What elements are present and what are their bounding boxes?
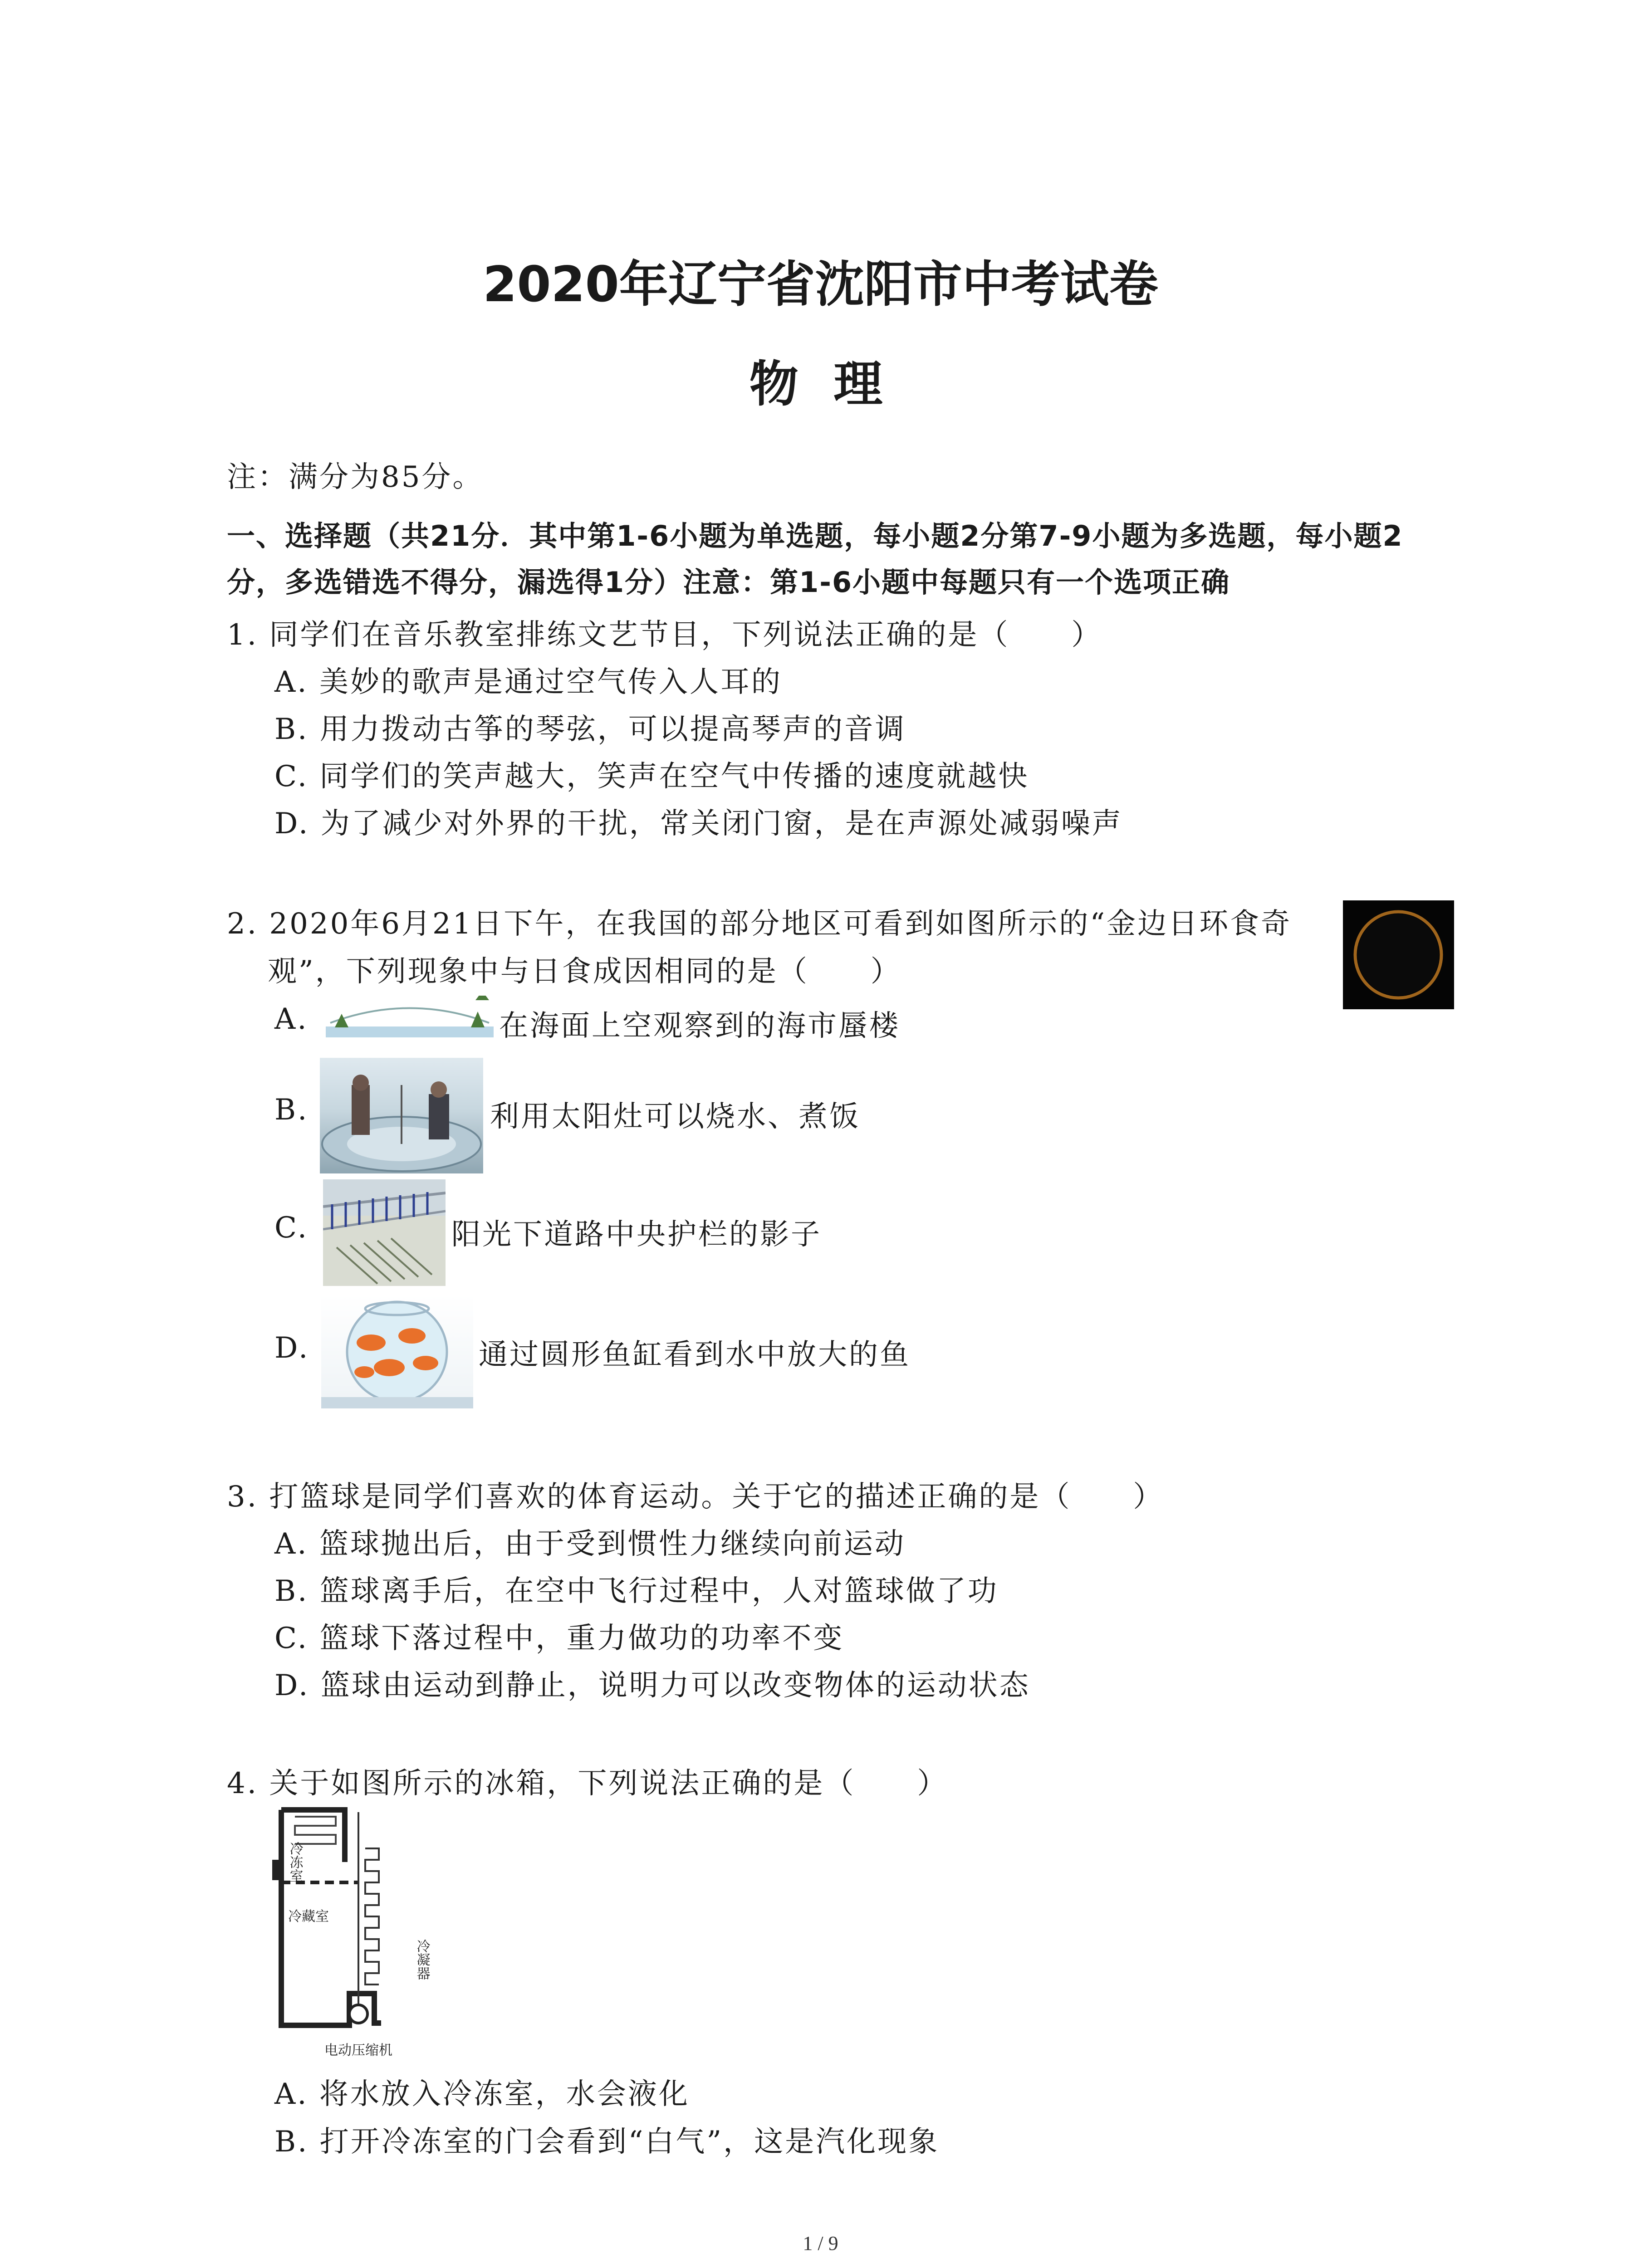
question-2-option-c-label: C. — [274, 1211, 309, 1245]
freezer-label: 冷冻室 — [287, 1842, 303, 1882]
question-2-stem-line2: 观”，下列现象中与日食成因相同的是（ ） — [268, 955, 901, 988]
question-3-option-d: D. 篮球由运动到静止，说明力可以改变物体的运动状态 — [274, 1669, 1030, 1702]
question-1-option-b: B. 用力拨动古筝的琴弦，可以提高琴声的音调 — [274, 713, 906, 746]
compressor-label: 电动压缩机 — [324, 2043, 392, 2058]
question-3-stem: 3. 打篮球是同学们喜欢的体育运动。关于它的描述正确的是（ ） — [227, 1480, 1164, 1514]
guardrail-shadow-photo — [323, 1179, 446, 1286]
question-2-option-d-label: D. — [274, 1331, 310, 1365]
solar-cooker-photo — [320, 1058, 483, 1173]
question-4-option-b: B. 打开冷冻室的门会看到“白气”，这是汽化现象 — [274, 2125, 940, 2159]
question-2-stem-line1: 2. 2020年6月21日下午，在我国的部分地区可看到如图所示的“金边日环食奇 — [227, 907, 1292, 941]
question-1-stem: 1. 同学们在音乐教室排练文艺节目，下列说法正确的是（ ） — [227, 618, 1102, 652]
fish-bowl-illustration — [321, 1295, 473, 1408]
refrigerator-diagram — [268, 1803, 458, 2062]
page-number: 1 / 9 — [803, 2232, 838, 2254]
question-2-option-a-text: 在海面上空观察到的海市蜃楼 — [499, 1009, 900, 1043]
question-3-option-c: C. 篮球下落过程中，重力做功的功率不变 — [274, 1622, 844, 1655]
question-4-option-a: A. 将水放入冷冻室，水会液化 — [274, 2077, 690, 2111]
section-heading-line2: 分，多选错选不得分，漏选得1分）注意：第1-6小题中每题只有一个选项正确 — [227, 566, 1230, 599]
section-heading-line1: 一、选择题（共21分．其中第1-6小题为单选题，每小题2分第7-9小题为多选题，每小题2 — [227, 519, 1403, 552]
score-note: 注：满分为85分。 — [227, 460, 484, 494]
question-2-option-b-text: 利用太阳灶可以烧水、煮饭 — [490, 1100, 860, 1134]
condenser-label: 冷凝器 — [414, 1939, 430, 1980]
eclipse-ring-icon — [1343, 900, 1454, 1009]
solar-eclipse-image — [1343, 900, 1454, 1009]
guardrail-illustration — [323, 1179, 446, 1286]
question-2-option-a-label: A. — [274, 1002, 309, 1036]
question-3-option-a: A. 篮球抛出后，由于受到惯性力继续向前运动 — [274, 1527, 906, 1561]
mirage-diagram-image — [326, 996, 494, 1041]
mirage-diagram — [326, 996, 494, 1041]
solar-cooker-illustration — [320, 1058, 483, 1173]
fish-bowl-photo — [321, 1295, 473, 1408]
question-1-option-a: A. 美妙的歌声是通过空气传入人耳的 — [274, 665, 782, 699]
question-2-option-c-text: 阳光下道路中央护栏的影子 — [451, 1218, 822, 1251]
subject-title: 物 理 — [749, 356, 892, 413]
refrigerator-schematic — [268, 1803, 458, 2062]
question-3-option-b: B. 篮球离手后，在空中飞行过程中，人对篮球做了功 — [274, 1574, 999, 1608]
fridge-label: 冷藏室 — [288, 1909, 329, 1925]
question-2-option-b-label: B. — [274, 1093, 309, 1127]
question-1-option-d: D. 为了减少对外界的干扰，常关闭门窗，是在声源处减弱噪声 — [274, 807, 1123, 841]
question-4-stem: 4. 关于如图所示的冰箱，下列说法正确的是（ ） — [227, 1767, 948, 1800]
question-2-option-d-text: 通过圆形鱼缸看到水中放大的鱼 — [479, 1338, 911, 1372]
question-1-option-c: C. 同学们的笑声越大，笑声在空气中传播的速度就越快 — [274, 760, 1029, 793]
page-title: 2020年辽宁省沈阳市中考试卷 — [483, 256, 1158, 313]
